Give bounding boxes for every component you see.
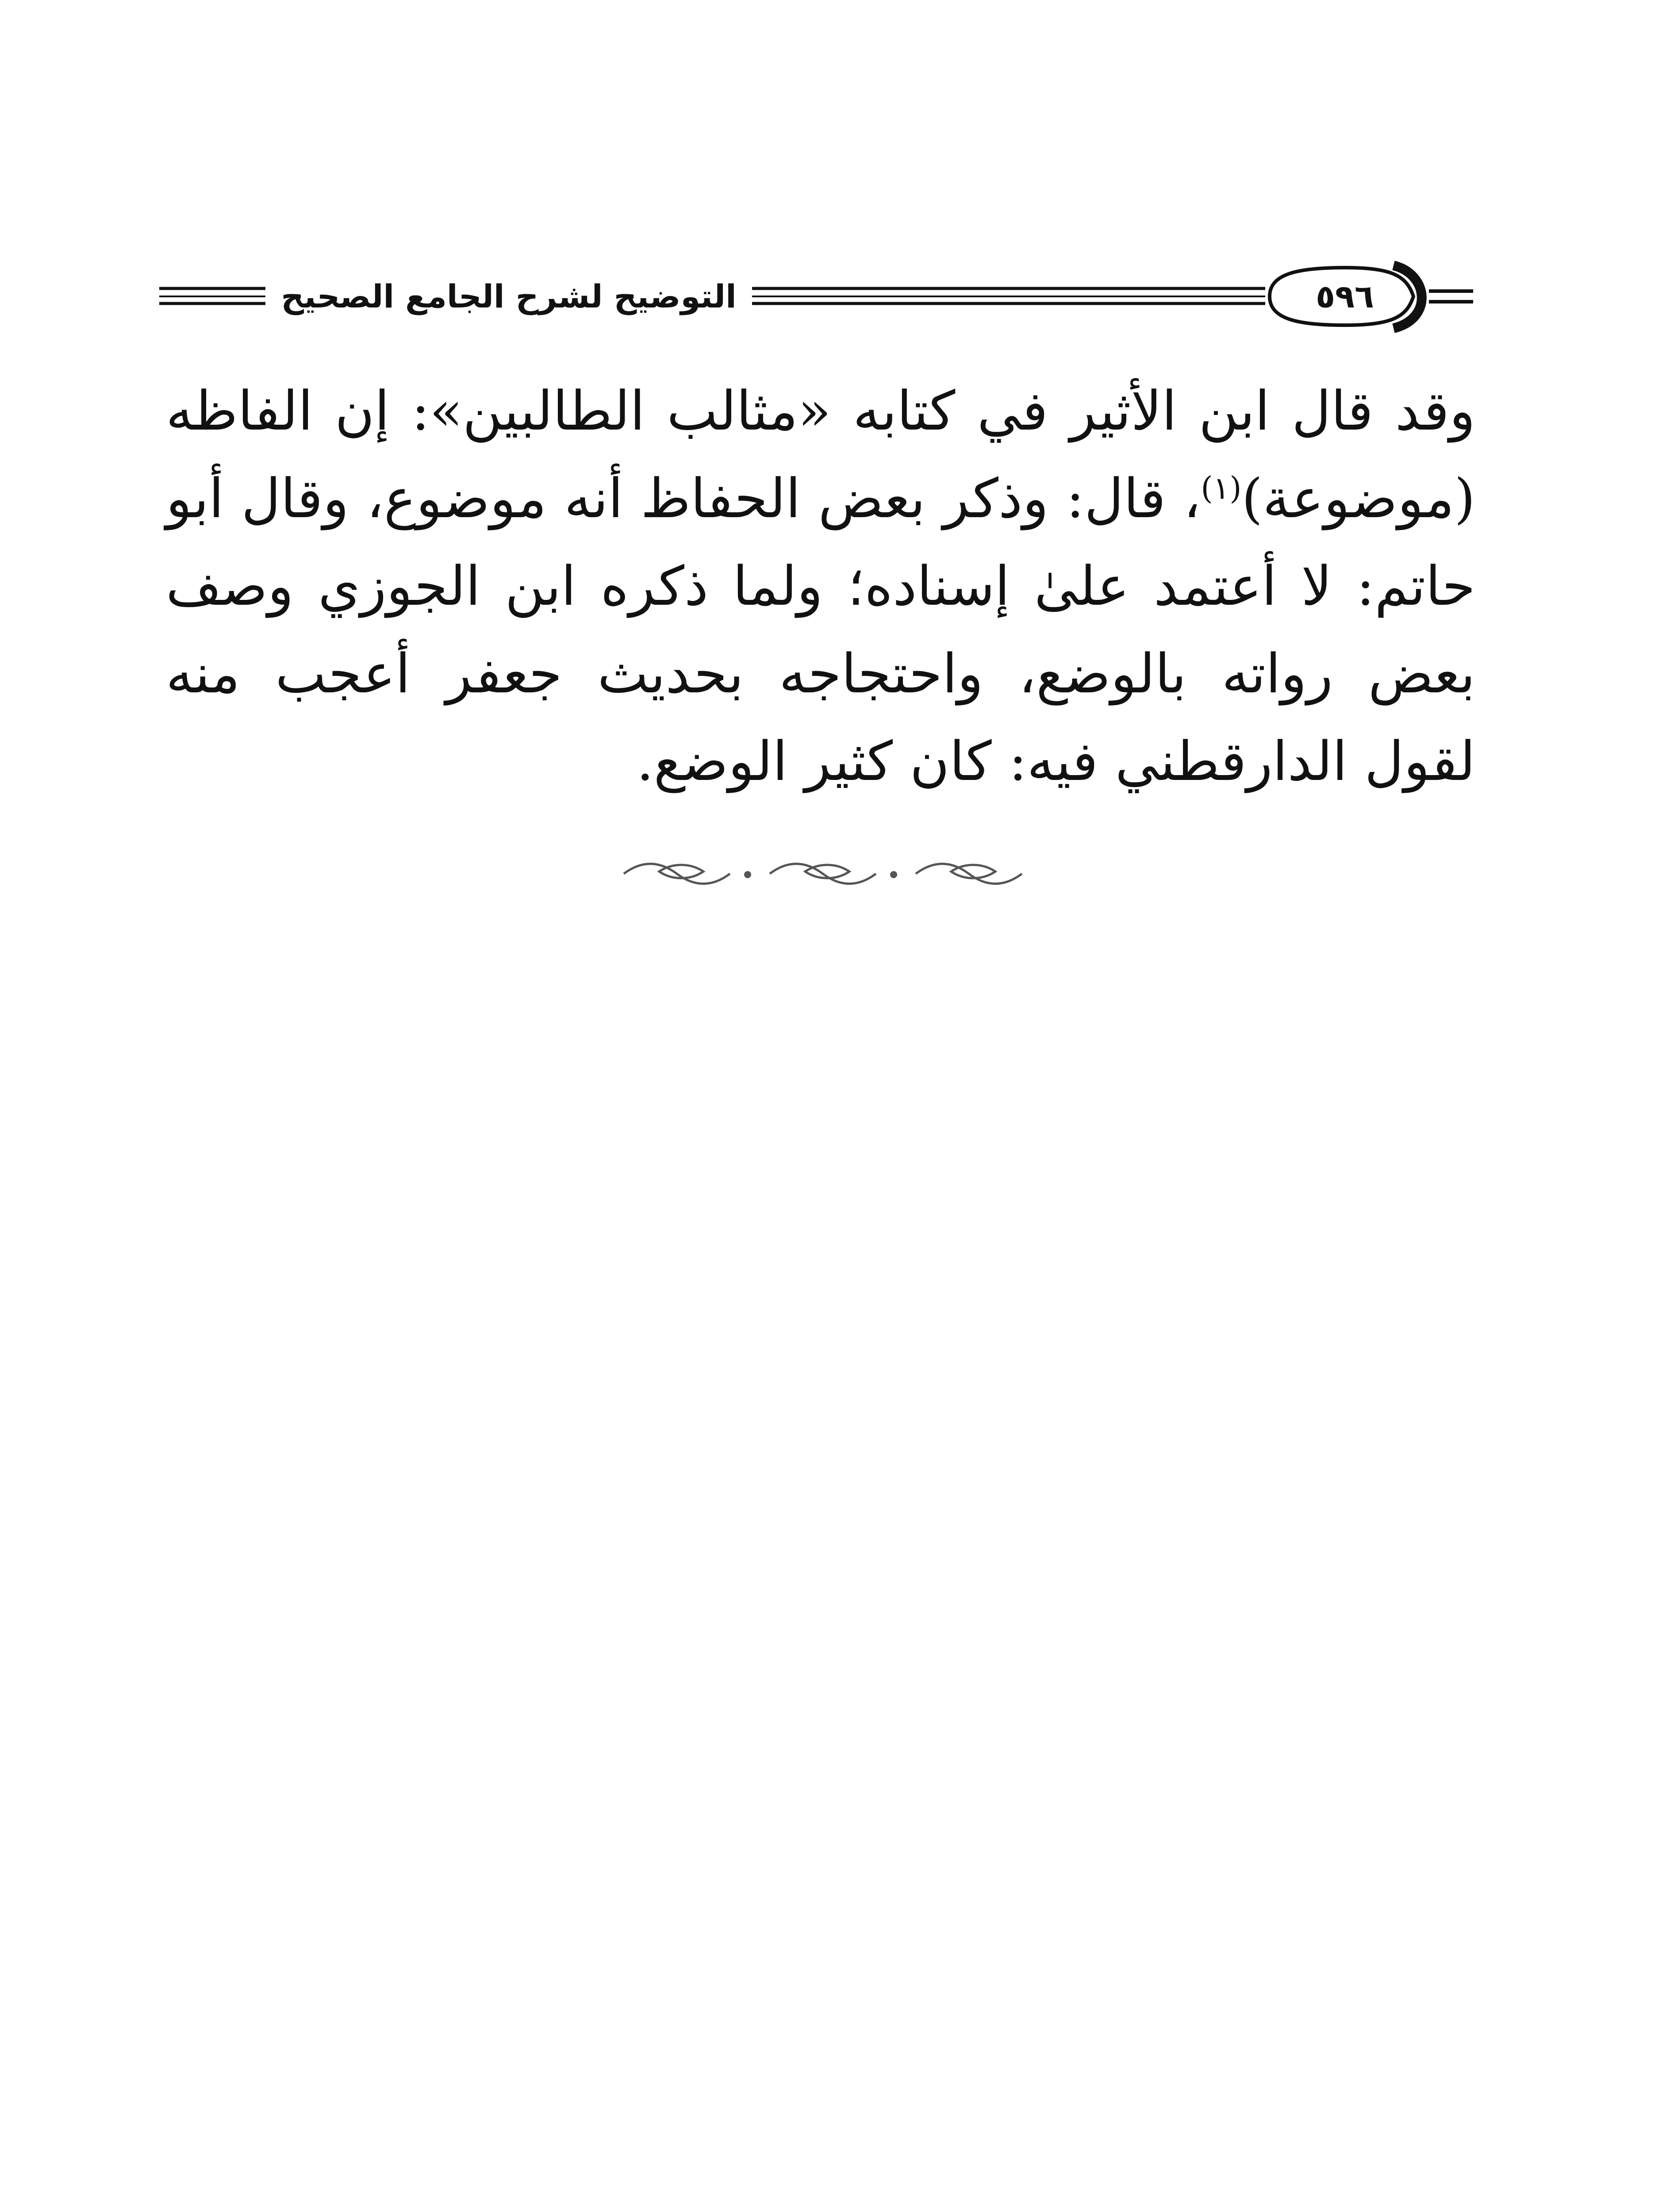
page-header — [0, 252, 1670, 341]
paragraph-text-continued: ، قال: وذكر بعض الحفاظ أنه موضوع، وقال أبو حاتم: لا أعتمد علىٰ إسناده؛ ولما ذكره ابن الجوزي وصف بعض رواته بالوضع، واحتجاجه بحديث جعفر أعجب منه لقول الدارقطني فيه: كان كثير الوضع. — [166, 467, 1475, 793]
paragraph-text: وقد قال ابن الأثير في كتابه «مثالب الطالبين»: إن الفاظه (موضوعة) — [166, 380, 1475, 530]
page-number: ٥٩٦ — [1316, 278, 1374, 315]
header-rule-decoration — [0, 252, 1670, 341]
ornament-divider — [615, 856, 1040, 887]
book-title: التوضيح لشرح الجامع الصحيح — [274, 275, 743, 318]
main-paragraph — [166, 367, 1475, 805]
footnote-reference: (١) — [1201, 470, 1242, 507]
